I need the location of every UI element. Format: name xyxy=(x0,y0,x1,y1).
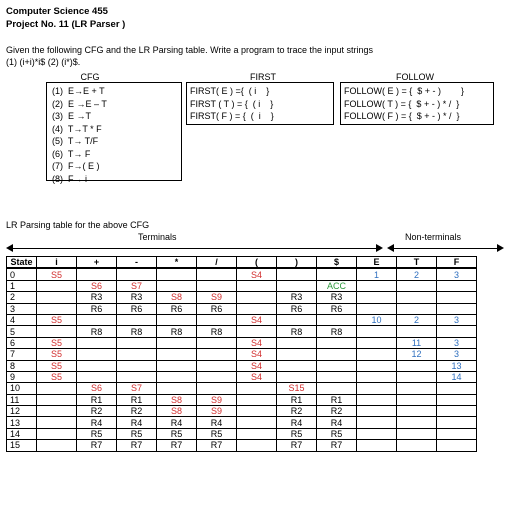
action-cell xyxy=(397,406,437,417)
action-cell: R8 xyxy=(77,326,117,337)
state-cell: 10 xyxy=(7,383,37,394)
action-cell xyxy=(357,303,397,314)
action-cell: R5 xyxy=(77,428,117,439)
action-cell: 3 xyxy=(437,349,477,360)
column-header: ) xyxy=(277,257,317,269)
action-cell: R8 xyxy=(157,326,197,337)
action-cell: R5 xyxy=(277,428,317,439)
action-cell: S9 xyxy=(197,394,237,405)
action-cell xyxy=(277,349,317,360)
action-cell: R7 xyxy=(277,440,317,451)
first-sets-list xyxy=(187,83,333,123)
action-cell: R7 xyxy=(197,440,237,451)
action-cell: S15 xyxy=(277,383,317,394)
table-row xyxy=(7,268,477,280)
action-cell xyxy=(317,268,357,280)
action-cell: S8 xyxy=(157,406,197,417)
action-cell xyxy=(37,383,77,394)
action-cell xyxy=(37,394,77,405)
instructions-line-2: (1) (i+i)*i$ (2) (i*)$. xyxy=(6,57,81,67)
action-cell: 3 xyxy=(437,314,477,325)
action-cell: R3 xyxy=(277,292,317,303)
action-cell: R8 xyxy=(197,326,237,337)
first-set-line: FIRST( F ) = { ( i } xyxy=(190,111,274,121)
column-header: i xyxy=(37,257,77,269)
action-cell: R1 xyxy=(77,394,117,405)
table-row xyxy=(7,326,477,337)
action-cell: S5 xyxy=(37,360,77,371)
action-cell xyxy=(357,360,397,371)
nonterminals-arrow-line xyxy=(393,248,497,249)
action-cell: 13 xyxy=(437,360,477,371)
action-cell xyxy=(317,360,357,371)
action-cell xyxy=(197,371,237,382)
action-cell: S9 xyxy=(197,292,237,303)
action-cell xyxy=(277,337,317,348)
action-cell: S8 xyxy=(157,292,197,303)
action-cell: R1 xyxy=(117,394,157,405)
state-cell: 6 xyxy=(7,337,37,348)
instructions-line-1: Given the following CFG and the LR Parsing table. Write a program to trace the input strings xyxy=(6,45,374,55)
action-cell xyxy=(437,292,477,303)
action-cell xyxy=(357,406,397,417)
action-cell: 3 xyxy=(437,337,477,348)
action-cell xyxy=(317,349,357,360)
cfg-rule: (8) F→ i xyxy=(52,173,87,184)
action-cell xyxy=(357,394,397,405)
action-cell xyxy=(117,349,157,360)
table-row xyxy=(7,428,477,439)
action-cell: S5 xyxy=(37,337,77,348)
nonterminals-arrow-right-icon xyxy=(497,244,504,252)
action-cell xyxy=(117,371,157,382)
action-cell xyxy=(77,349,117,360)
cfg-rule: (5) T→ T/F xyxy=(52,136,99,146)
action-cell: R4 xyxy=(317,417,357,428)
state-cell: 15 xyxy=(7,440,37,451)
action-cell xyxy=(397,326,437,337)
follow-set-line: FOLLOW( T ) = { $ + - ) * / } xyxy=(344,98,460,109)
action-cell: 12 xyxy=(397,349,437,360)
column-header: ( xyxy=(237,257,277,269)
follow-box xyxy=(340,82,494,125)
action-cell: R7 xyxy=(157,440,197,451)
action-cell: R1 xyxy=(277,394,317,405)
action-cell xyxy=(157,337,197,348)
action-cell xyxy=(437,406,477,417)
action-cell: R8 xyxy=(277,326,317,337)
action-cell xyxy=(317,337,357,348)
table-row xyxy=(7,371,477,382)
action-cell xyxy=(197,268,237,280)
column-header: - xyxy=(117,257,157,269)
action-cell xyxy=(277,314,317,325)
action-cell xyxy=(357,440,397,451)
action-cell xyxy=(397,303,437,314)
action-cell: R4 xyxy=(197,417,237,428)
action-cell xyxy=(437,326,477,337)
action-cell xyxy=(397,417,437,428)
action-cell: R6 xyxy=(157,303,197,314)
action-cell xyxy=(437,394,477,405)
cfg-rule: (7) F→( E ) xyxy=(52,161,100,171)
action-cell: 11 xyxy=(397,337,437,348)
follow-sets-list xyxy=(341,83,493,123)
action-cell: R4 xyxy=(277,417,317,428)
nonterminals-label: Non-terminals xyxy=(405,232,462,242)
action-cell xyxy=(37,417,77,428)
action-cell xyxy=(357,428,397,439)
action-cell xyxy=(237,440,277,451)
table-row xyxy=(7,314,477,325)
action-cell xyxy=(157,280,197,291)
action-cell xyxy=(157,360,197,371)
terminals-arrow-right-icon xyxy=(376,244,383,252)
state-cell: 5 xyxy=(7,326,37,337)
action-cell xyxy=(237,326,277,337)
cfg-box xyxy=(46,82,182,184)
action-cell xyxy=(237,406,277,417)
state-cell: 11 xyxy=(7,394,37,405)
state-cell: 14 xyxy=(7,428,37,439)
action-cell: S5 xyxy=(37,314,77,325)
action-cell xyxy=(157,268,197,280)
action-cell: S9 xyxy=(197,406,237,417)
action-cell: R4 xyxy=(77,417,117,428)
action-cell xyxy=(397,394,437,405)
action-cell xyxy=(397,428,437,439)
action-cell: R4 xyxy=(117,417,157,428)
table-row xyxy=(7,406,477,417)
action-cell: 2 xyxy=(397,268,437,280)
follow-set-line: FOLLOW( E ) = { $ + - ) } xyxy=(344,86,465,96)
state-cell: 7 xyxy=(7,349,37,360)
table-row xyxy=(7,440,477,451)
action-cell: R6 xyxy=(277,303,317,314)
action-cell: R3 xyxy=(317,292,357,303)
action-cell xyxy=(37,440,77,451)
column-header: State xyxy=(7,257,37,269)
action-cell xyxy=(117,337,157,348)
column-header: $ xyxy=(317,257,357,269)
cfg-heading: CFG xyxy=(80,72,100,82)
action-cell xyxy=(277,268,317,280)
action-cell xyxy=(237,394,277,405)
action-cell: R5 xyxy=(317,428,357,439)
action-cell xyxy=(317,314,357,325)
column-header: F xyxy=(437,257,477,269)
action-cell xyxy=(37,428,77,439)
action-cell: R2 xyxy=(117,406,157,417)
column-header: / xyxy=(197,257,237,269)
action-cell: S5 xyxy=(37,268,77,280)
action-cell: S4 xyxy=(237,337,277,348)
action-cell xyxy=(237,292,277,303)
action-cell xyxy=(237,280,277,291)
action-cell xyxy=(197,383,237,394)
table-row xyxy=(7,383,477,394)
action-cell: S4 xyxy=(237,371,277,382)
action-cell xyxy=(357,337,397,348)
action-cell xyxy=(357,371,397,382)
course-title: Computer Science 455 xyxy=(6,6,108,17)
action-cell xyxy=(157,383,197,394)
action-cell xyxy=(397,280,437,291)
state-cell: 8 xyxy=(7,360,37,371)
action-cell xyxy=(37,303,77,314)
action-cell: 10 xyxy=(357,314,397,325)
action-cell xyxy=(437,417,477,428)
state-cell: 9 xyxy=(7,371,37,382)
action-cell xyxy=(37,292,77,303)
action-cell: R6 xyxy=(77,303,117,314)
table-row xyxy=(7,292,477,303)
action-cell xyxy=(237,383,277,394)
action-cell: R5 xyxy=(197,428,237,439)
action-cell xyxy=(397,360,437,371)
action-cell: R5 xyxy=(157,428,197,439)
action-cell: R4 xyxy=(157,417,197,428)
action-cell xyxy=(437,303,477,314)
action-cell: R6 xyxy=(197,303,237,314)
action-cell xyxy=(77,268,117,280)
cfg-rule: (1) E→E + T xyxy=(52,86,105,96)
action-cell: R2 xyxy=(317,406,357,417)
action-cell: R7 xyxy=(317,440,357,451)
cfg-rules-list xyxy=(47,83,181,185)
first-set-line: FIRST ( T ) = { ( i } xyxy=(190,98,274,109)
action-cell xyxy=(117,268,157,280)
action-cell: R2 xyxy=(77,406,117,417)
action-cell xyxy=(237,303,277,314)
follow-heading: FOLLOW xyxy=(395,72,434,82)
action-cell xyxy=(397,440,437,451)
action-cell xyxy=(357,349,397,360)
action-cell: S5 xyxy=(37,371,77,382)
action-cell: R7 xyxy=(117,440,157,451)
action-cell xyxy=(197,314,237,325)
action-cell xyxy=(117,360,157,371)
table-row xyxy=(7,360,477,371)
action-cell: S7 xyxy=(117,383,157,394)
action-cell: R7 xyxy=(77,440,117,451)
action-cell: S8 xyxy=(157,394,197,405)
action-cell: 2 xyxy=(397,314,437,325)
terminals-arrow-line xyxy=(12,248,376,249)
first-set-line: FIRST( E ) ={ ( i } xyxy=(190,86,270,96)
table-row xyxy=(7,303,477,314)
cfg-rule: (6) T→ F xyxy=(52,148,91,159)
action-cell: S5 xyxy=(37,349,77,360)
action-cell: R3 xyxy=(77,292,117,303)
action-cell xyxy=(157,314,197,325)
action-cell xyxy=(77,371,117,382)
state-cell: 3 xyxy=(7,303,37,314)
action-cell: S6 xyxy=(77,280,117,291)
first-box xyxy=(186,82,334,125)
action-cell xyxy=(37,406,77,417)
action-cell xyxy=(77,337,117,348)
action-cell xyxy=(197,280,237,291)
action-cell: 14 xyxy=(437,371,477,382)
action-cell xyxy=(37,280,77,291)
action-cell: S4 xyxy=(237,360,277,371)
action-cell xyxy=(117,314,157,325)
state-cell: 2 xyxy=(7,292,37,303)
cfg-rule: (3) E →T xyxy=(52,111,92,121)
action-cell xyxy=(277,360,317,371)
action-cell xyxy=(397,383,437,394)
action-cell xyxy=(357,417,397,428)
column-header: T xyxy=(397,257,437,269)
table-row xyxy=(7,349,477,360)
cfg-rule: (2) E →E – T xyxy=(52,98,107,109)
action-cell xyxy=(437,383,477,394)
column-header: E xyxy=(357,257,397,269)
action-cell xyxy=(157,349,197,360)
action-cell: 1 xyxy=(357,268,397,280)
action-cell xyxy=(237,428,277,439)
state-cell: 0 xyxy=(7,268,37,280)
action-cell xyxy=(357,383,397,394)
action-cell xyxy=(357,292,397,303)
action-cell xyxy=(317,371,357,382)
action-cell: S4 xyxy=(237,314,277,325)
terminals-label: Terminals xyxy=(138,232,177,242)
table-row xyxy=(7,417,477,428)
action-cell xyxy=(197,337,237,348)
table-header-row xyxy=(7,257,477,269)
action-cell: R1 xyxy=(317,394,357,405)
action-cell: S4 xyxy=(237,349,277,360)
action-cell xyxy=(317,383,357,394)
action-cell xyxy=(437,440,477,451)
action-cell: R3 xyxy=(117,292,157,303)
action-cell: 3 xyxy=(437,268,477,280)
first-heading: FIRST xyxy=(250,72,276,82)
action-cell xyxy=(437,428,477,439)
action-cell: S4 xyxy=(237,268,277,280)
table-title: LR Parsing table for the above CFG xyxy=(6,220,150,230)
action-cell: R6 xyxy=(117,303,157,314)
state-cell: 1 xyxy=(7,280,37,291)
table-row xyxy=(7,394,477,405)
table-row xyxy=(7,280,477,291)
action-cell xyxy=(397,292,437,303)
action-cell xyxy=(437,280,477,291)
action-cell xyxy=(157,371,197,382)
state-cell: 12 xyxy=(7,406,37,417)
action-cell xyxy=(77,360,117,371)
action-cell xyxy=(77,314,117,325)
action-cell xyxy=(277,280,317,291)
action-cell: ACC xyxy=(317,280,357,291)
action-cell: R6 xyxy=(317,303,357,314)
state-cell: 4 xyxy=(7,314,37,325)
action-cell: S6 xyxy=(77,383,117,394)
action-cell xyxy=(357,280,397,291)
lr-parsing-table xyxy=(6,256,477,452)
follow-set-line: FOLLOW( F ) = { $ + - ) * / } xyxy=(344,111,460,121)
action-cell xyxy=(237,417,277,428)
action-cell xyxy=(197,349,237,360)
action-cell: R5 xyxy=(117,428,157,439)
project-title: Project No. 11 (LR Parser ) xyxy=(6,19,126,30)
action-cell xyxy=(397,371,437,382)
action-cell xyxy=(37,326,77,337)
action-cell xyxy=(197,360,237,371)
action-cell: R2 xyxy=(277,406,317,417)
action-cell xyxy=(357,326,397,337)
table-row xyxy=(7,337,477,348)
cfg-rule: (4) T→T * F xyxy=(52,123,102,134)
action-cell: S7 xyxy=(117,280,157,291)
action-cell: R8 xyxy=(317,326,357,337)
action-cell xyxy=(277,371,317,382)
column-header: * xyxy=(157,257,197,269)
action-cell: R8 xyxy=(117,326,157,337)
column-header: + xyxy=(77,257,117,269)
state-cell: 13 xyxy=(7,417,37,428)
